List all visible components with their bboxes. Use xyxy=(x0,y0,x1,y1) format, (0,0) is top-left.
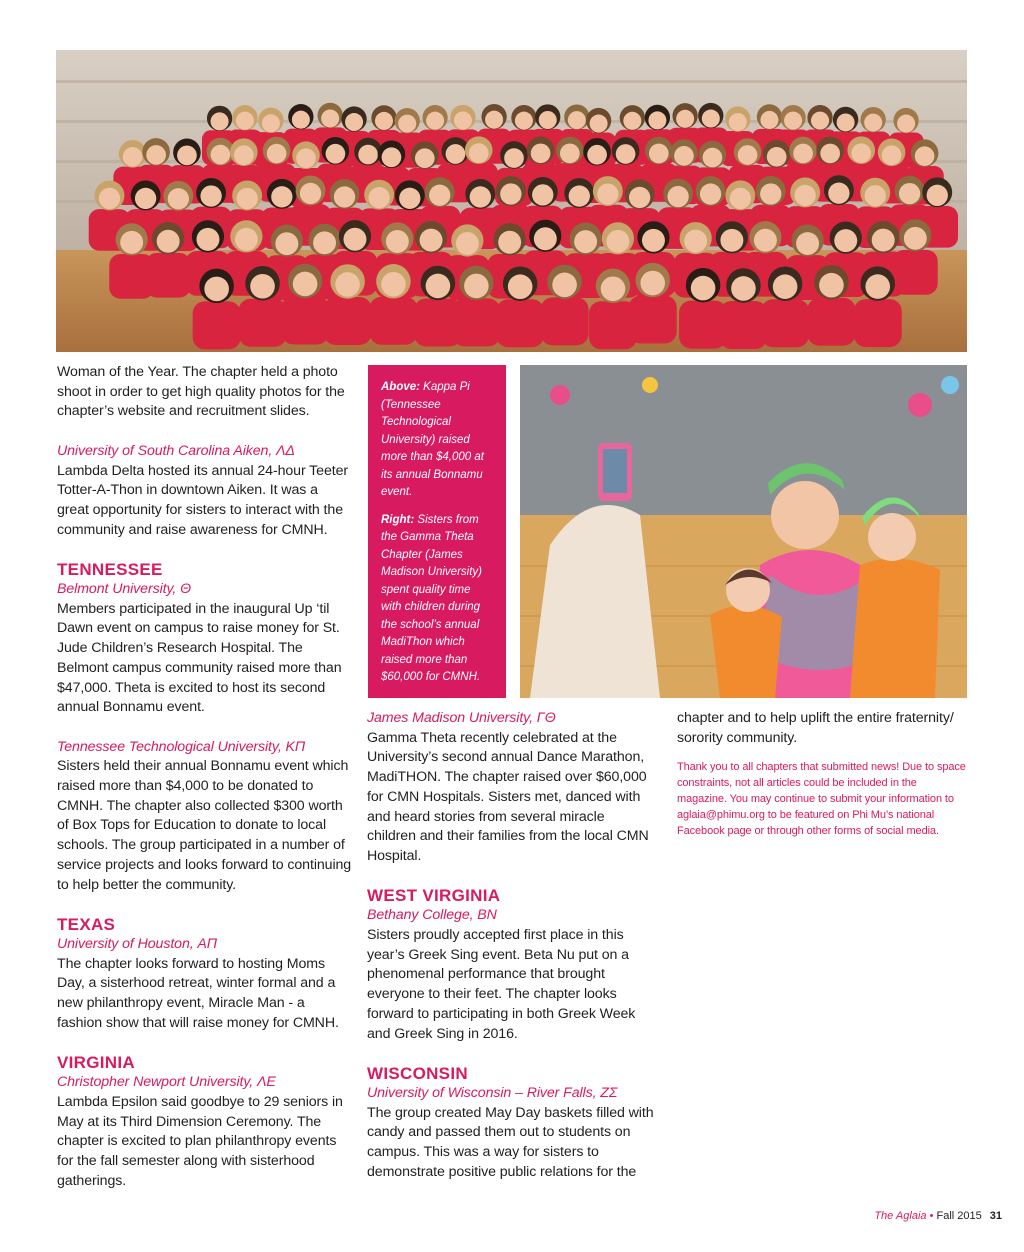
page-number: 31 xyxy=(989,1210,1002,1222)
article-christopher-newport: Lambda Epsilon said goodbye to 29 seniors in May at its Third Dimension Ceremony. The chapter is excited to plan philanthropy events for the fall semester along with sisterhood gatherings. xyxy=(57,1093,343,1189)
page-footer xyxy=(874,1210,1002,1222)
spacer xyxy=(57,718,352,738)
school-bethany: Bethany College, ΒΝ xyxy=(367,907,497,924)
caption-right xyxy=(381,512,494,687)
group-photo xyxy=(56,50,967,352)
submission-note: Thank you to all chapters that submitted news! Due to space constraints, not all articles could be included in the magazine. You may continue to submit your information to aglaia@phimu.org to be featured on Phi Mu’s national Facebook page or through other forms of social media. xyxy=(677,761,966,837)
state-heading-virginia: VIRGINIA xyxy=(57,1053,135,1073)
state-heading-tennessee: TENNESSEE xyxy=(57,560,163,579)
caption-above-label: Above: xyxy=(381,381,420,393)
spacer xyxy=(57,1033,352,1053)
spacer xyxy=(57,422,352,442)
magazine-name: The Aglaia xyxy=(874,1210,927,1222)
madithon-photo xyxy=(520,365,967,698)
state-heading-west-virginia: WEST VIRGINIA xyxy=(367,886,501,906)
caption-above-text: Kappa Pi (Tennessee Technological University) raised more than $4,000 at its annual Bonnamu event. xyxy=(381,381,484,498)
photo-caption-box xyxy=(368,365,506,698)
school-houston: University of Houston, ΑΠ xyxy=(57,935,217,952)
spacer xyxy=(677,748,969,760)
article-wisconsin-river-falls: The group created May Day baskets filled with candy and passed them out to students on campus. This was a way for sisters to demonstrate positive public relations for the xyxy=(367,1104,654,1180)
school-christopher-newport: Christopher Newport University, ΛΕ xyxy=(57,1074,276,1091)
spacer xyxy=(57,895,352,915)
article-belmont: Members participated in the inaugural Up ‘til Dawn event on campus to raise money for St. Jude Children’s Research Hospital. The Belmont campus community raised more than $47,000. Theta is excited to host its second annual Bonnamu event. xyxy=(57,600,342,716)
school-belmont: Belmont University, Θ xyxy=(57,581,192,597)
caption-above xyxy=(381,379,494,502)
column-2 xyxy=(367,709,657,1182)
group-photo-illustration xyxy=(56,50,967,352)
madithon-photo-illustration xyxy=(520,365,967,698)
column-3 xyxy=(677,709,969,839)
school-james-madison: James Madison University, ΓΘ xyxy=(367,710,556,726)
school-wisconsin-river-falls: University of Wisconsin – River Falls, ΖΣ xyxy=(367,1084,618,1101)
article-usc-aiken: Lambda Delta hosted its annual 24-hour Teeter Totter-A-Thon in downtown Aiken. It was a great opportunity for sisters to interact with the community and raise awareness for CMNH. xyxy=(57,462,349,538)
caption-right-text: Sisters from the Gamma Theta Chapter (James Madison University) spent quality time with children during the school’s annual MadiThon which raised more than $60,000 for CMNH. xyxy=(381,513,482,683)
article-tennessee-tech: Sisters held their annual Bonnamu event which raised more than $4,000 to be donated to CMNH. The chapter also collected $300 worth of Box Tops for Education to donate to local schools. The group participated in a number of service projects and looks forward to continuing to help better the community. xyxy=(57,758,352,893)
column-1 xyxy=(57,363,352,1191)
state-heading-wisconsin: WISCONSIN xyxy=(367,1063,468,1083)
article-houston: The chapter looks forward to hosting Moms Day, a sisterhood retreat, winter formal and a new philanthropy event, Miracle Man - a fashion show that will raise money for CMNH. xyxy=(57,955,339,1031)
school-tennessee-tech: Tennessee Technological University, ΚΠ xyxy=(57,738,306,755)
spacer xyxy=(367,867,657,887)
intro-text: Woman of the Year. The chapter held a photo shoot in order to get high quality photos for the chapter’s website and recruitment slides. xyxy=(57,364,345,420)
article-bethany: Sisters proudly accepted first place in this year’s Greek Sing event. Beta Nu put on a phenomenal performance that brought everyone to their feet. The chapter looks forward to participating in both Greek Week and Greek Sing in 2016. xyxy=(367,927,636,1042)
state-heading-texas: TEXAS xyxy=(57,914,116,934)
footer-bullet: • xyxy=(926,1210,937,1222)
spacer xyxy=(57,540,352,560)
school-usc-aiken: University of South Carolina Aiken, ΛΔ xyxy=(57,442,295,459)
issue-label: Fall 2015 xyxy=(936,1210,982,1222)
article-wisconsin-continued: chapter and to help uplift the entire fraternity/ sorority community. xyxy=(677,710,954,746)
article-james-madison: Gamma Theta recently celebrated at the University’s second annual Dance Marathon, MadiTHON. The chapter raised over $60,000 for CMN Hospitals. Sisters met, danced with and heard stories from several miracle children and their families from the local CMN Hospital. xyxy=(367,729,649,864)
caption-right-label: Right: xyxy=(381,513,415,526)
spacer xyxy=(367,1044,657,1064)
